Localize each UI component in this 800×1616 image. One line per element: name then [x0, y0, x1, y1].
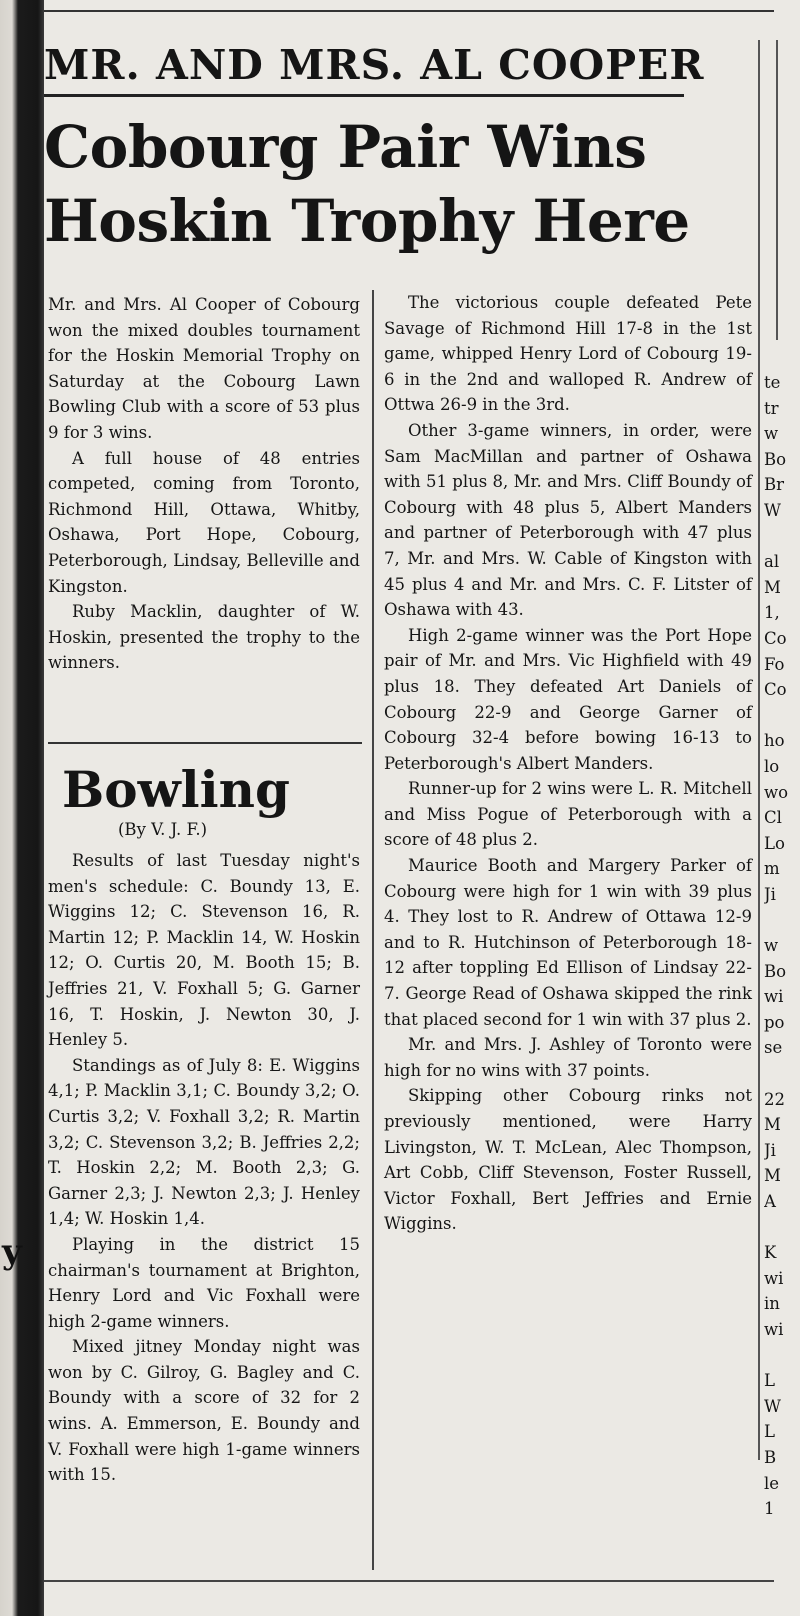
fragment-line: A [764, 1192, 776, 1211]
fragment-line: Bo [764, 449, 787, 469]
standings-paragraph: Standings as of July 8: E. Wiggins 4,1; P. Macklin 3,1; C. Boundy 3,2; O. Curtis 3,2; V. Foxhall 3,2; R. Martin 3,2; C. Stevenson 3,2; B. Jeffries 2,2; T. Hoskin 2,2; M. Booth 2,3; G. Garner 2,3; J. Newton 2,3; J. Henley 1,4; W. Hoskin 1,4. [48, 1055, 360, 1229]
fragment-line: Br [764, 475, 785, 495]
fragment-line: wo [764, 782, 789, 802]
fragment-line: Ji [764, 884, 776, 904]
fragment-line: lo [764, 756, 780, 776]
edge-text-fragment: y [2, 1232, 22, 1272]
fragment-line: 1, [764, 603, 780, 623]
fragment-line: Co [764, 680, 787, 700]
article-lead-column [48, 292, 360, 676]
fragment-line: L [764, 1371, 775, 1391]
fragment-line: wi [764, 1268, 784, 1288]
fragment-line: le [764, 1473, 780, 1493]
runner-up-paragraph: Runner-up for 2 wins were L. R. Mitchell and Miss Pogue of Peterborough with a score of 48 plus 2. [384, 779, 752, 850]
fragment-line: 22 [764, 1089, 785, 1109]
adjacent-column-fragments [764, 370, 800, 1522]
section-rule [48, 742, 362, 744]
bowling-section-title: Bowling [62, 760, 290, 819]
fragment-line: K [764, 1243, 777, 1263]
fragment-line: in [764, 1294, 780, 1314]
headline-line-2: Hoskin Trophy Here [44, 187, 690, 255]
lead-paragraph: Mr. and Mrs. Al Cooper of Cobourg won the mixed doubles tournament for the Hoskin Memorial Trophy on Saturday at the Cobourg Lawn Bowling Club with a score of 53 plus 9 for 3 wins. [48, 295, 360, 442]
victory-paragraph: The victorious couple defeated Pete Savage of Richmond Hill 17-8 in the 1st game, whipped Henry Lord of Cobourg 19-6 in the 2nd and walloped R. Andrew of Ottwa 26-9 in the 3rd. [384, 293, 752, 415]
fragment-line: Bo [764, 961, 787, 981]
fragment-line: te [764, 373, 781, 392]
right-rule [776, 40, 778, 340]
presentation-paragraph: Ruby Macklin, daughter of W. Hoskin, presented the trophy to the winners. [48, 602, 360, 673]
fragment-line [764, 524, 800, 550]
article-continued-column [384, 290, 752, 1237]
fragment-line: Fo [764, 654, 785, 674]
fragment-line: po [764, 1012, 785, 1032]
entries-paragraph: A full house of 48 entries competed, coming from Toronto, Richmond Hill, Ottawa, Whitby, Oshawa, Port Hope, Cobourg, Peterborough, Lindsay, Belleville and Kingston. [48, 448, 360, 596]
fragment-line: al [764, 552, 780, 572]
fragment-line: m [764, 859, 780, 879]
headline-line-1: Cobourg Pair Wins [44, 113, 647, 181]
other-rinks-paragraph: Skipping other Cobourg rinks not previously mentioned, were Harry Livingston, W. T. McLean, Alec Thompson, Art Cobb, Cliff Stevenson, Foster Russell, Victor Foxhall, Bert Jeffries and Ernie Wiggins. [384, 1086, 752, 1234]
fragment-line [764, 1215, 800, 1241]
supertitle: MR. AND MRS. AL COOPER [44, 41, 705, 89]
column-divider-right [758, 40, 760, 1460]
two-game-paragraph: High 2-game winner was the Port Hope pair of Mr. and Mrs. Vic Highfield with 49 plus 18. They defeated Art Daniels of Cobourg 22-9 and George Garner of Cobourg 32-4 before bowing 16-13 to Peterborough's Albert Manders. [384, 625, 752, 773]
fragment-line: Ji [764, 1140, 776, 1160]
fragment-line: Cl [764, 808, 782, 828]
fragment-line: se [764, 1038, 783, 1058]
fragment-line: M [764, 577, 781, 597]
fragment-line: wi [764, 1319, 784, 1339]
supertitle-rule [44, 94, 684, 97]
top-rule [44, 10, 774, 12]
fragment-line: L [764, 1422, 775, 1442]
fragment-line: 1 [764, 1499, 775, 1519]
fragment-line: B [764, 1447, 777, 1467]
one-win-paragraph: Maurice Booth and Margery Parker of Cobourg were high for 1 win with 39 plus 4. They lost to R. Andrew of Ottawa 12-9 and to R. Hutchinson of Peterborough 18-12 after toppling Ed Ellison of Lindsay 22-7. George Read of Oshawa skipped the rink that placed second for 1 win with 37 plus 2. [384, 856, 752, 1029]
fragment-line: w [764, 936, 779, 956]
fragment-line [764, 703, 800, 729]
bowling-column [48, 848, 360, 1488]
fragment-line: M [764, 1115, 781, 1135]
fragment-line: wi [764, 987, 784, 1007]
fragment-line: W [764, 500, 781, 520]
headline [44, 110, 744, 258]
bottom-rule [44, 1580, 774, 1582]
fragment-line: W [764, 1396, 781, 1416]
fragment-line: Lo [764, 833, 785, 853]
fragment-line: tr [764, 398, 779, 418]
results-paragraph: Results of last Tuesday night's men's schedule: C. Boundy 13, E. Wiggins 12; C. Stevenson 16, R. Martin 12; P. Macklin 14, W. Hoskin 12; O. Curtis 20, M. Booth 15; B. Jeffries 21, V. Foxhall 5; G. Garner 16, T. Hoskin, J. Newton 30, J. Henley 5. [48, 851, 360, 1050]
bowling-byline: (By V. J. F.) [118, 820, 208, 839]
jitney-paragraph: Mixed jitney Monday night was won by C. Gilroy, G. Bagley and C. Boundy with a score of 32 for 2 wins. A. Emmerson, E. Boundy and V. Foxhall were high 1-game winners with 15. [48, 1337, 360, 1485]
fragment-line [764, 1343, 800, 1369]
fragment-line: Co [764, 628, 787, 648]
three-game-paragraph: Other 3-game winners, in order, were Sam MacMillan and partner of Oshawa with 51 plus 8, Mr. and Mrs. Cliff Boundy of Cobourg with 48 plus 5, Albert Manders and partner of Peterborough with 47 plus 7, Mr. and Mrs. W. Cable of Kingston with 45 plus 4 and Mr. and Mrs. C. F. Litster of Oshawa with 43. [384, 420, 752, 620]
fragment-line: M [764, 1166, 781, 1186]
fragment-line [764, 907, 800, 933]
fragment-line: ho [764, 731, 785, 751]
fragment-line [764, 1061, 800, 1087]
fragment-line: w [764, 424, 779, 444]
column-divider [372, 290, 374, 1570]
district-paragraph: Playing in the district 15 chairman's tournament at Brighton, Henry Lord and Vic Foxhall were high 2-game winners. [48, 1234, 360, 1331]
no-wins-paragraph: Mr. and Mrs. J. Ashley of Toronto were high for no wins with 37 points. [384, 1035, 752, 1080]
scan-edge [0, 0, 44, 1616]
